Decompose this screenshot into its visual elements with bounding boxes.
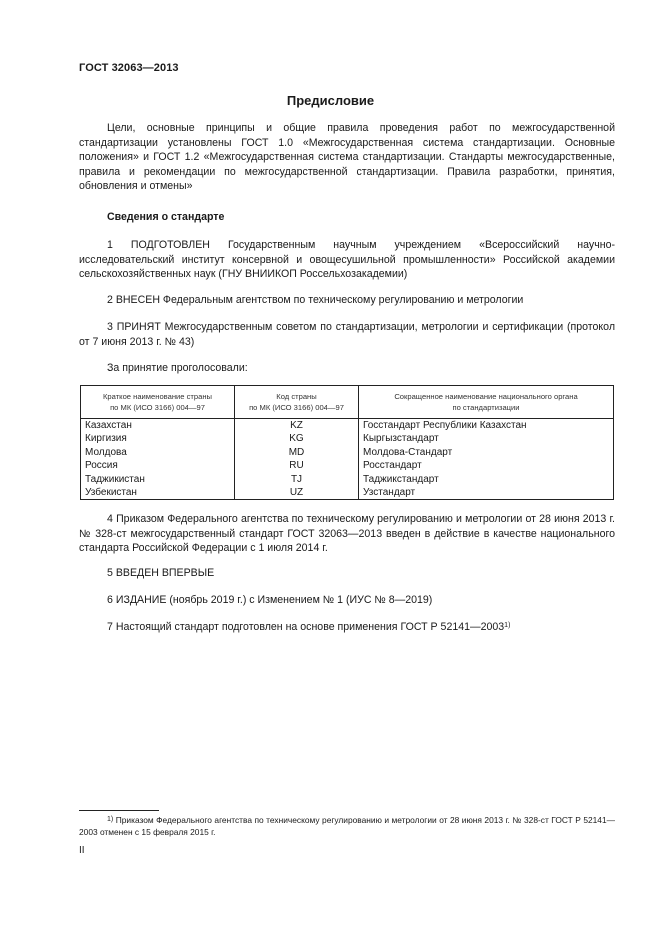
national-body-cell: Кыргызстандарт	[359, 432, 614, 445]
standard-info-heading: Сведения о стандарте	[107, 211, 225, 223]
national-body-cell: Росстандарт	[359, 459, 614, 472]
header-national-body-line2: по стандартизации	[452, 403, 520, 412]
header-country-name	[81, 386, 235, 419]
footnote-text: Приказом Федерального агентства по техническому регулированию и метрологии от 28 июня 2013 г. № 328-ст ГОСТ Р 52141—2003 отменен с 15 февраля 2015 г.	[79, 815, 615, 837]
footnote-marker: 1)	[107, 816, 114, 823]
voting-table-header-row	[81, 386, 614, 419]
info-item-4: 4 Приказом Федерального агентства по техническому регулированию и метрологии от 28 июня 2013 г. № 328-ст межгосударственный стандарт ГОСТ 32063—2013 введен в действие в качестве национального стандарта Российской Федерации с 1 июля 2014 г.	[79, 513, 615, 555]
footnote	[79, 815, 615, 838]
code-cell: KG	[235, 432, 359, 445]
country-cell: Киргизия	[81, 432, 235, 445]
preface-paragraph: Цели, основные принципы и общие правила проведения работ по межгосударственной стандартизации установлены ГОСТ 1.0 «Межгосударственная система стандартизации. Основные положения» и ГОСТ 1.2 «Межгосударственная система стандартизации. Стандарты межгосударственные, правила и рекомендации по межгосударственной стандартизации. Правила разработки, принятия, обновления и отмены»	[79, 122, 615, 193]
code-cell: UZ	[235, 486, 359, 500]
table-row	[81, 459, 614, 472]
country-cell: Россия	[81, 459, 235, 472]
country-cell: Узбекистан	[81, 486, 235, 500]
footnote-rule	[79, 810, 159, 811]
country-cell: Молдова	[81, 446, 235, 459]
voted-label: За принятие проголосовали:	[107, 362, 248, 374]
header-country-code-line1: Код страны	[276, 392, 317, 401]
header-national-body	[359, 386, 614, 419]
info-item-7	[79, 620, 615, 635]
country-cell: Казахстан	[81, 419, 235, 433]
national-body-cell: Узстандарт	[359, 486, 614, 500]
info-item-1: 1 ПОДГОТОВЛЕН Государственным научным учреждением «Всероссийский научно-исследовательский институт консервной и овощесушильной промышленности» Российской академии сельскохозяйственных наук (ГНУ ВНИИКОП Россельхозакадемии)	[79, 239, 615, 281]
document-header-code: ГОСТ 32063—2013	[79, 62, 179, 74]
national-body-cell: Таджикстандарт	[359, 473, 614, 486]
code-cell: RU	[235, 459, 359, 472]
country-cell: Таджикистан	[81, 473, 235, 486]
header-country-name-line1: Краткое наименование страны	[103, 392, 212, 401]
info-item-2: 2 ВНЕСЕН Федеральным агентством по техническому регулированию и метрологии	[107, 294, 524, 306]
national-body-cell: Госстандарт Республики Казахстан	[359, 419, 614, 433]
table-row	[81, 446, 614, 459]
header-country-code-line2: по МК (ИСО 3166) 004—97	[249, 403, 344, 412]
info-item-3: 3 ПРИНЯТ Межгосударственным советом по стандартизации, метрологии и сертификации (протокол от 7 июня 2013 г. № 43)	[79, 321, 615, 348]
header-country-name-line2: по МК (ИСО 3166) 004—97	[110, 403, 205, 412]
info-item-5: 5 ВВЕДЕН ВПЕРВЫЕ	[107, 567, 215, 579]
info-item-7-text: 7 Настоящий стандарт подготовлен на основе применения ГОСТ Р 52141—2003	[107, 621, 505, 633]
info-item-6: 6 ИЗДАНИЕ (ноябрь 2019 г.) с Изменением № 1 (ИУС № 8—2019)	[107, 594, 433, 606]
code-cell: TJ	[235, 473, 359, 486]
table-row	[81, 432, 614, 445]
table-row	[81, 486, 614, 500]
national-body-cell: Молдова-Стандарт	[359, 446, 614, 459]
code-cell: KZ	[235, 419, 359, 433]
header-national-body-line1: Сокращенное наименование национального органа	[394, 392, 578, 401]
table-row	[81, 419, 614, 433]
preface-title: Предисловие	[286, 93, 375, 108]
table-row	[81, 473, 614, 486]
header-country-code	[235, 386, 359, 419]
page-number: II	[79, 845, 85, 856]
footnote-reference: 1)	[504, 622, 511, 629]
code-cell: MD	[235, 446, 359, 459]
voting-table	[80, 385, 614, 500]
